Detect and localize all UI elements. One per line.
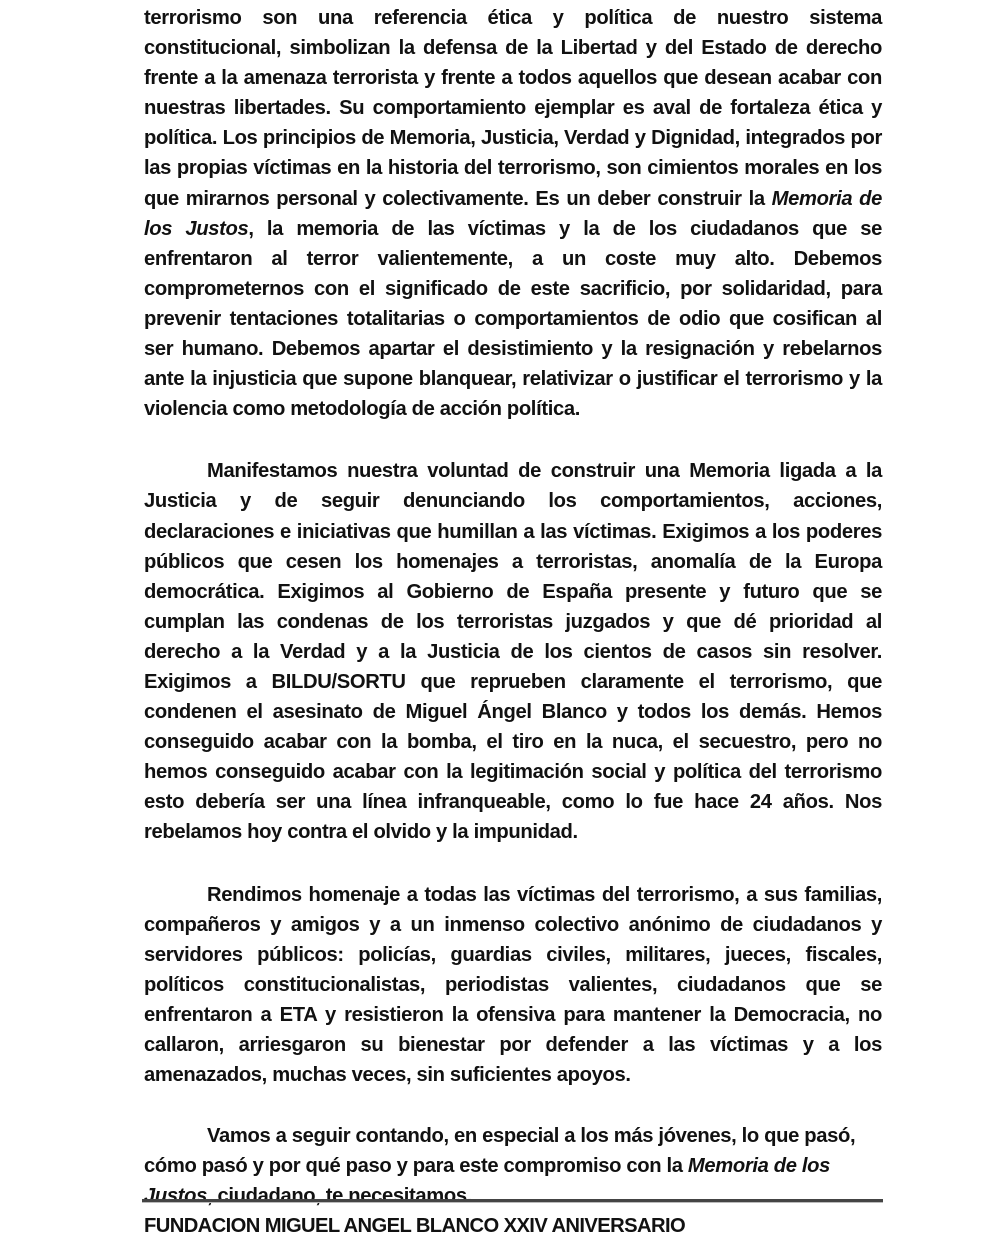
paragraph-4-part-1: Vamos a seguir contando, en especial a los más jóvenes, lo que pasó, cómo pasó y por qué paso y para este compromiso con la	[144, 1125, 856, 1178]
paragraph-tribute	[144, 880, 882, 1091]
paragraph-4-italic-memoria: Memoria de los Justos	[144, 1155, 830, 1208]
paragraph-1-part-1: terrorismo son una referencia ética y política de nuestro sistema constitucional, simbolizan la defensa de la Libertad y del Estado de derecho frente a la amenaza terrorista y frente a todos aquellos que desean acabar con nuestras libertades. Su comportamiento ejemplar es aval de fortaleza ética y política. Los principios de Memoria, Justicia, Verdad y Dignidad, integrados por las propias víctimas en la historia del terrorismo, son cimientos morales en los que mirarnos personal y colectivamente. Es un deber construir la	[144, 7, 882, 210]
paragraph-spacer	[144, 424, 882, 456]
paragraph-3-text: Rendimos homenaje a todas las víctimas del terrorismo, a sus familias, compañeros y amigos y a un inmenso colectivo anónimo de ciudadanos y servidores públicos: policías, guardias civiles, militares, jueces, fiscales, políticos constitucionalistas, periodistas valientes, ciudadanos que se enfrentaron a ETA y resistieron la ofensiva para mantener la Democracia, no callaron, arriesgaron su bienestar por defender a las víctimas y a los amenazados, muchas veces, sin suficientes apoyos.	[144, 883, 882, 1087]
paragraph-2-text: Manifestamos nuestra voluntad de construir una Memoria ligada a la Justicia y de seguir denunciando los comportamientos, acciones, declaraciones e iniciativas que humillan a las víctimas. Exigimos a los poderes públicos que cesen los homenajes a terroristas, anomalía de la Europa democrática. Exigimos al Gobierno de España presente y futuro que se cumplan las condenas de los terroristas juzgados y que dé prioridad al derecho a la Verdad y a la Justicia de los cientos de casos sin resolver. Exigimos a BILDU/SORTU que reprueben claramente el terrorismo, que condenen el asesinato de Miguel Ángel Blanco y todos los demás. Hemos conseguido acabar con la bomba, el tiro en la nuca, el secuestro, pero no hemos conseguido acabar con la legitimación social y política del terrorismo esto debería ser una línea infranqueable, como lo fue hace 24 años. Nos rebelamos hoy contra el olvido y la impunidad.	[144, 460, 882, 844]
signature: FUNDACION MIGUEL ANGEL BLANCO XXIV ANIVERSARIO	[144, 1215, 686, 1238]
document-body	[144, 3, 882, 1242]
paragraph-values	[144, 3, 882, 424]
paragraph-1-part-3: , la memoria de las víctimas y la de los ciudadanos que se enfrentaron al terror valientemente, a un coste muy alto. Debemos comprometernos con el significado de este sacrificio, por solidaridad, para prevenir tentaciones totalitarias o comportamientos de odio que cosifican al ser humano. Debemos apartar el desistimiento y la resignación y rebelarnos ante la injusticia que supone blanquear, relativizar o justificar el terrorismo y la violencia como metodología de acción política.	[144, 217, 882, 421]
paragraph-spacer	[144, 848, 882, 880]
paragraph-1-italic-memoria: Memoria de los Justos	[144, 187, 882, 240]
paragraph-spacer	[144, 1090, 882, 1121]
paragraph-closing	[144, 1121, 882, 1211]
paragraph-demands	[144, 456, 882, 847]
signature-underline-shadow	[142, 1202, 883, 1203]
paragraph-4-part-3: , ciudadano, te necesitamos.	[206, 1185, 473, 1208]
